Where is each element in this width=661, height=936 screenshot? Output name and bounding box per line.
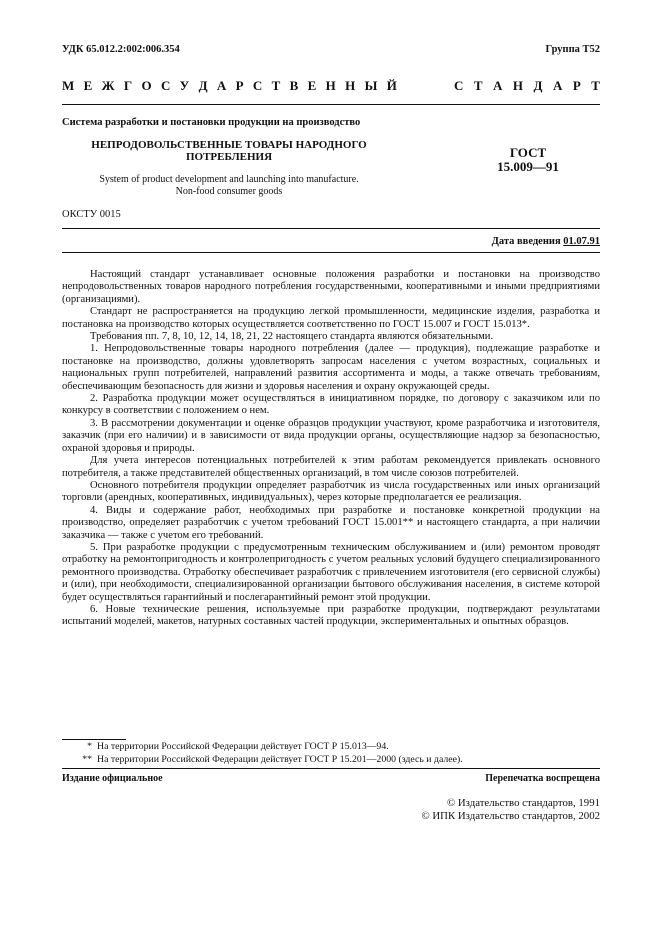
paragraph: 2. Разработка продукции может осуществляться в инициативном порядке, по договору с заказчиком или по конкурсу в соответствии с положением о нем. (62, 393, 600, 417)
english-line-1: System of product development and launching into manufacture. (99, 174, 359, 185)
footnote-2 (62, 754, 600, 766)
banner-letter: Д (533, 78, 543, 93)
banner-letter: А (552, 78, 563, 93)
banner-letter: Т (271, 78, 281, 93)
banner-letter: Т (473, 78, 483, 93)
okstu-code: ОКСТУ 0015 (62, 209, 121, 220)
banner-letter: Е (307, 78, 317, 93)
gost-label: ГОСТ (509, 145, 547, 160)
date-rule (62, 252, 600, 253)
banner-left (62, 78, 397, 94)
paragraph: 1. Непродовольственные товары народного потребления (далее — продукция), подлежащие разработке и постановке на производство, должны удовлетворять запросам населения с учетом возрастных, социальных и национальных групп потребителей, направлений развития ассортимента и моды, а также отвечать требованиям, обеспечивающим безопасность для жизни и здоровья населения и охрану окружающей среды. (62, 343, 600, 392)
banner-letter: Р (235, 78, 244, 93)
group-code: Группа Т52 (545, 44, 600, 55)
title-line-1: НЕПРОДОВОЛЬСТВЕННЫЕ ТОВАРЫ НАРОДНОГО (91, 139, 367, 151)
paragraph: 3. В рассмотрении документации и оценке образцов продукции участвуют, кроме разработчика и изготовителя, заказчик (при его наличии) и в зависимости от вида продукции органы, осуществляющие надзор за безопасностью, охраной здоровья и природы. (62, 417, 600, 454)
banner-letter: У (179, 78, 190, 93)
banner-letter: Н (345, 78, 356, 93)
document-title (62, 139, 396, 163)
introduction-date (492, 236, 600, 247)
edition-label: Издание официальное (62, 773, 163, 784)
reprint-notice: Перепечатка воспрещена (485, 773, 600, 784)
title-line-2: ПОТРЕБЛЕНИЯ (185, 151, 273, 163)
banner-letter: Ж (101, 78, 115, 93)
body-text (62, 269, 600, 629)
banner-letter: О (141, 78, 152, 93)
banner-letter: А (216, 78, 227, 93)
banner-letter: Й (386, 78, 397, 93)
banner-letter: С (252, 78, 263, 93)
paragraph: Основного потребителя продукции определяет разработчик из числа государственных или иных организаций торговли (арендных, кооперативных, индивидуальных), через которые предполагается ее реализация. (62, 479, 600, 504)
english-line-2: Non-food consumer goods (175, 186, 283, 197)
banner-letter: А (493, 78, 503, 93)
paragraph: Стандарт не распространяется на продукцию легкой промышленности, медицинские изделия, разработка и постановка на производство которых осуществляется соответственно по ГОСТ 15.007 и ГОСТ 15.013*. (62, 306, 600, 330)
top-rule (62, 104, 600, 105)
mid-rule (62, 228, 600, 229)
footer-rule (62, 768, 600, 769)
gost-number: 15.009—91 (497, 159, 559, 174)
footnote-1 (62, 741, 600, 753)
banner-letter: Н (512, 78, 524, 93)
banner-letter: Е (83, 78, 93, 93)
copyright-1991: © Издательство стандартов, 1991 (446, 797, 600, 809)
banner-letter: Н (325, 78, 336, 93)
paragraph: 6. Новые технические решения, используемые при разработке продукции, подтверждают результатами испытаний моделей, макетов, натурных составных частей продукции, экспериментальных и опытных образцов. (62, 603, 600, 628)
banner-letter: Д (198, 78, 208, 93)
paragraph: Для учета интересов потенциальных потребителей к этим работам рекомендуется привлекать основного потребителя, а также представителей общественных организаций, в том числе союзов потребителей. (62, 455, 600, 479)
banner-letter: Ы (364, 78, 378, 93)
footnote-text: На территории Российской Федерации действует ГОСТ Р 15.013—94. (97, 741, 389, 752)
paragraph: 4. Виды и содержание работ, необходимых при разработке и постановке конкретной продукции на производство, определяет разработчик с учетом требований ГОСТ 15.001** и настоящего стандарта, а при наличии заказчика — также с учетом его требований. (62, 504, 600, 541)
footnote-rule (62, 739, 126, 740)
banner-letter: С (160, 78, 171, 93)
banner-letter: В (289, 78, 299, 93)
udk-code: УДК 65.012.2:002:006.354 (62, 44, 180, 55)
banner-letter: Г (123, 78, 133, 93)
banner-letter: М (62, 78, 75, 93)
footnote-mark: * (87, 741, 92, 752)
date-label: Дата введения (491, 236, 564, 247)
paragraph: Требования пп. 7, 8, 10, 12, 14, 18, 21, 22 настоящего стандарта являются обязательными. (90, 331, 494, 343)
footnote-text: На территории Российской Федерации действует ГОСТ Р 15.201—2000 (здесь и далее). (97, 754, 463, 765)
standard-banner (62, 78, 600, 94)
english-title (62, 174, 396, 198)
banner-right (454, 78, 600, 94)
footnote-mark: ** (82, 754, 92, 765)
banner-letter: Т (591, 78, 600, 93)
copyright-2002: © ИПК Издательство стандартов, 2002 (421, 810, 600, 822)
date-value: 01.07.91 (563, 236, 600, 247)
gost-designation (458, 146, 598, 174)
banner-letter: С (454, 78, 464, 93)
system-title: Система разработки и постановки продукции на производство (62, 117, 361, 128)
banner-letter: Р (572, 78, 581, 93)
paragraph: Настоящий стандарт устанавливает основные положения разработки и постановки на производство непродовольственных товаров народного потребления государственными, кооперативными и иными предприятиями (организациями). (62, 269, 600, 305)
paragraph: 5. При разработке продукции с предусмотренным техническим обслуживанием и (или) ремонтом проводят отработку на ремонтопригодность и контролепригодность с учетом реальных условий будущего специализированного ремонтного производства. Отработку обеспечивает разработчик с привлечением изготовителя (его сервисной службы) и (или), при необходимости, специализированной организации бытового обслуживания населения, в системе которой будет осуществляться гарантийный и послегарантийный ремонт этой продукции. (62, 541, 600, 603)
